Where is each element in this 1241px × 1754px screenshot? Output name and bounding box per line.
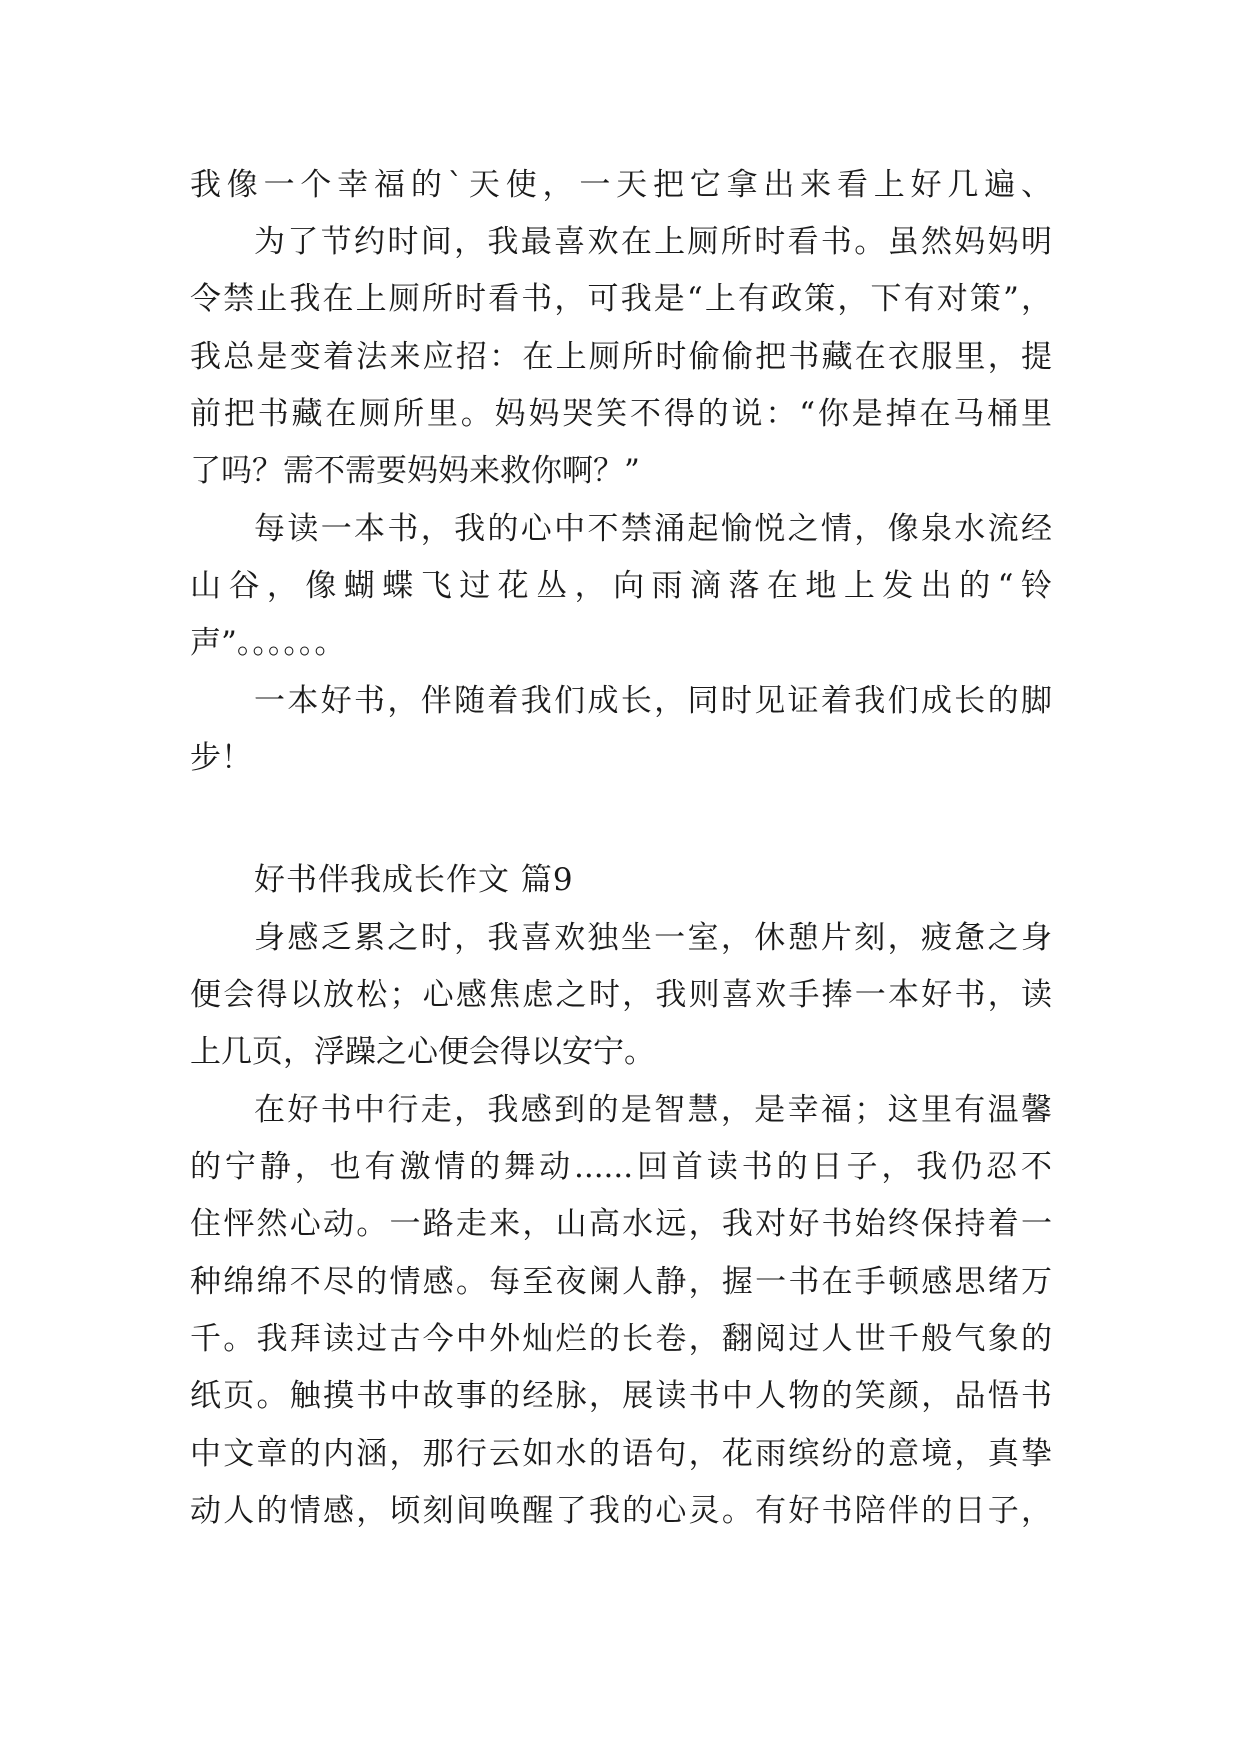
paragraph-line: 住怦然心动。一路走来，山高水远，我对好书始终保持着一 [190, 1206, 1052, 1242]
paragraph-line: 山谷，像蝴蝶飞过花丛，向雨滴落在地上发出的“铃 [190, 568, 1052, 604]
section-heading: 好书伴我成长作文 篇9 [254, 862, 574, 898]
paragraph-line: 种绵绵不尽的情感。每至夜阑人静，握一书在手顿感思绪万 [190, 1264, 1052, 1300]
paragraph-line: 前把书藏在厕所里。妈妈哭笑不得的说：“你是掉在马桶里 [190, 396, 1052, 432]
paragraph-line: 在好书中行走，我感到的是智慧，是幸福；这里有温馨 [254, 1092, 1052, 1128]
paragraph-line: 我像一个幸福的`天使，一天把它拿出来看上好几遍、 [190, 167, 1052, 203]
paragraph-line: 步！ [190, 740, 252, 776]
paragraph-line: 每读一本书，我的心中不禁涌起愉悦之情，像泉水流经 [254, 511, 1052, 547]
paragraph-line: 令禁止我在上厕所时看书，可我是“上有政策，下有对策”， [190, 281, 1052, 317]
paragraph-line: 了吗？需不需要妈妈来救你啊？” [190, 453, 640, 489]
paragraph-line: 我总是变着法来应招：在上厕所时偷偷把书藏在衣服里，提 [190, 339, 1052, 375]
paragraph-line: 动人的情感，顷刻间唤醒了我的心灵。有好书陪伴的日子， [190, 1493, 1052, 1529]
paragraph-line: 便会得以放松；心感焦虑之时，我则喜欢手捧一本好书，读 [190, 977, 1052, 1013]
paragraph-line: 一本好书，伴随着我们成长，同时见证着我们成长的脚 [254, 683, 1052, 719]
paragraph-line: 为了节约时间，我最喜欢在上厕所时看书。虽然妈妈明 [254, 224, 1052, 260]
paragraph-line: 的宁静，也有激情的舞动......回首读书的日子，我仍忍不 [190, 1149, 1052, 1185]
paragraph-line: 上几页，浮躁之心便会得以安宁。 [190, 1034, 655, 1070]
paragraph-line: 身感乏累之时，我喜欢独坐一室，休憩片刻，疲惫之身 [254, 920, 1052, 956]
paragraph-line: 千。我拜读过古今中外灿烂的长卷，翻阅过人世千般气象的 [190, 1321, 1052, 1357]
paragraph-line: 声”。。。。。。 [190, 625, 346, 661]
paragraph-line: 中文章的内涵，那行云如水的语句，花雨缤纷的意境，真挚 [190, 1436, 1052, 1472]
paragraph-line: 纸页。触摸书中故事的经脉，展读书中人物的笑颜，品悟书 [190, 1378, 1052, 1414]
